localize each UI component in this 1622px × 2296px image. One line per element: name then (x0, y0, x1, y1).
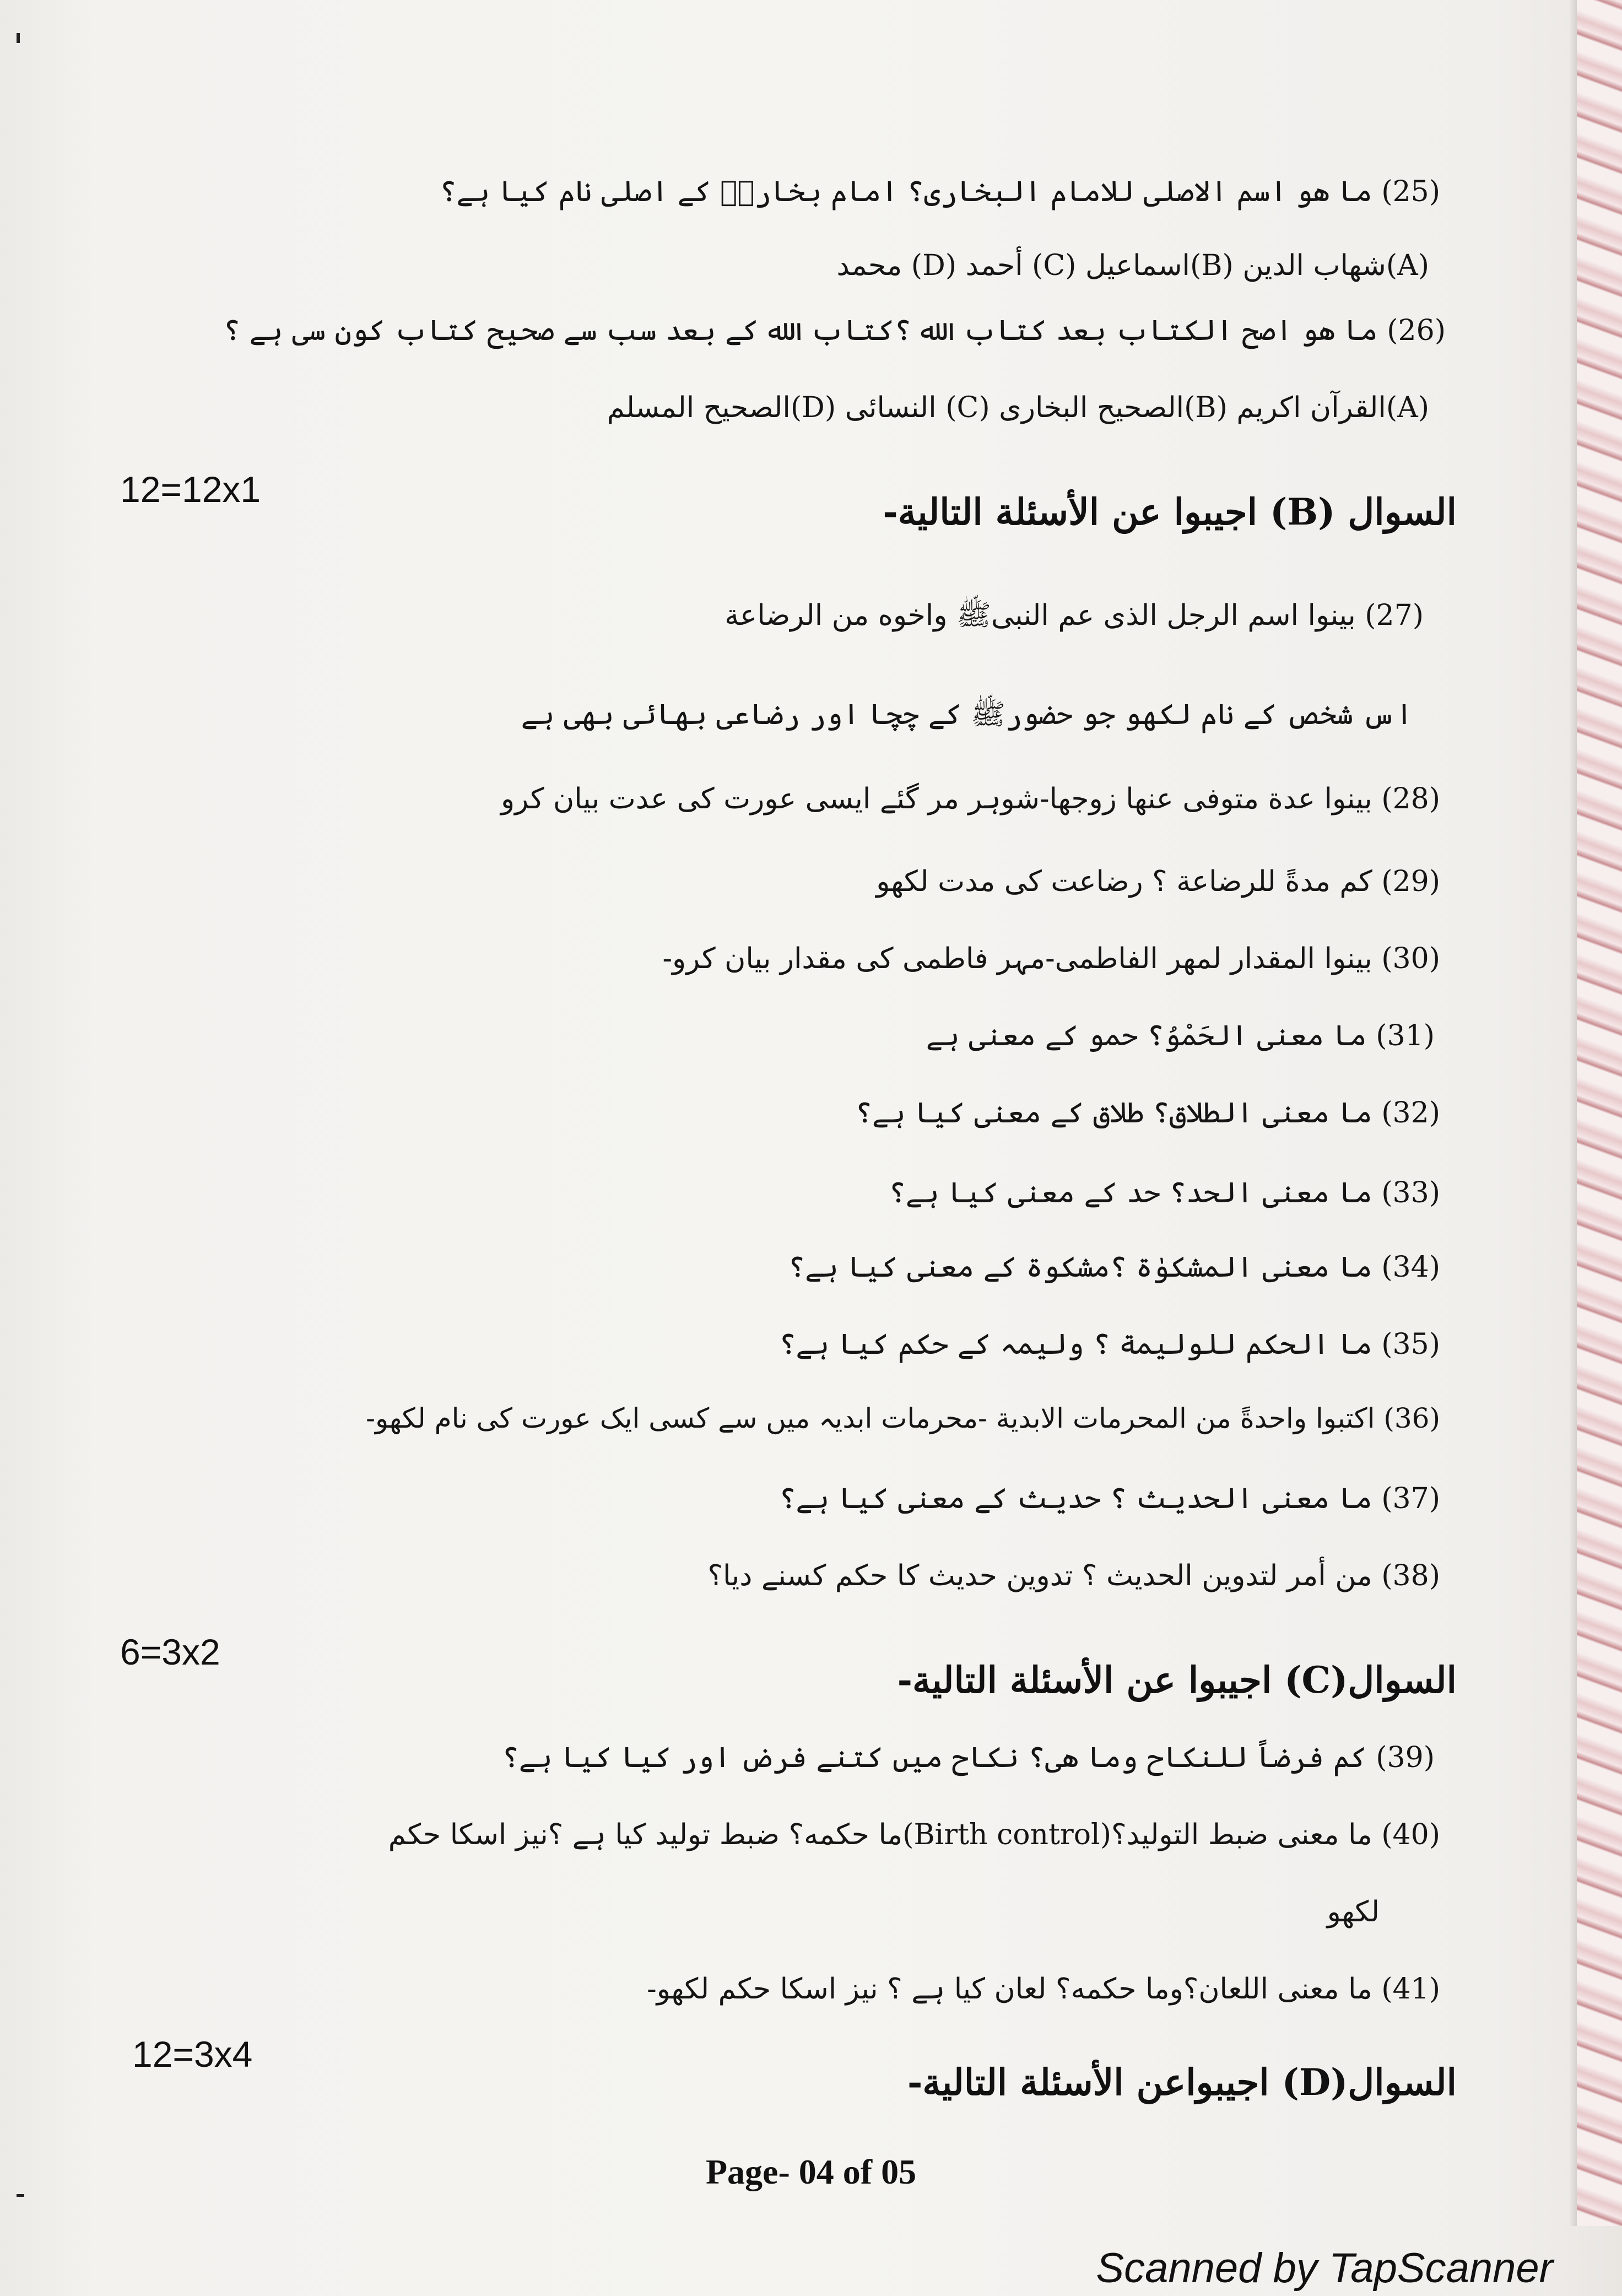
question-27-urdu: اس شخص کے نام لکھو جو حضورﷺ کے چچا اور رضاعی بھائی بھی ہے (521, 698, 1413, 731)
section-c-heading: السوال(C) اجيبوا عن الأسئلة التالية- (897, 1658, 1457, 1701)
question-25: (25) ما هو اسم الاصلى للامام البخارى؟ امام بخاریؒ کے اصلی نام کیا ہے؟ (439, 175, 1440, 208)
question-40-continued: لکھو (1327, 1895, 1380, 1928)
decorative-background-strip (1577, 0, 1622, 2226)
question-27: (27) بينوا اسم الرجل الذى عم النبیﷺ واخوه من الرضاعة (725, 599, 1424, 632)
question-35: (35) ما الحكم للوليمة ؟ ولیمہ کے حکم کیا ہے؟ (778, 1328, 1440, 1361)
question-37: (37) ما معنى الحديث ؟ حدیث کے معنی کیا ہے؟ (778, 1482, 1440, 1515)
question-36: (36) اكتبوا واحدةً من المحرمات الابدية -محرمات ابدیہ میں سے کسی ایک عورت کی نام لکھو- (366, 1402, 1440, 1434)
question-26: (26) ما هو اصح الكتاب بعد كتاب الله ؟كتاب الله کے بعد سب سے صحیح کتاب کون سی ہے ؟ (223, 314, 1446, 347)
section-d-heading: السوال(D) اجيبواعن الأسئلة التالية- (907, 2061, 1457, 2104)
question-39: (39) كم فرضاً للنكاح وما هى؟ نکاح میں کتنے فرض اور کیا کیا ہے؟ (502, 1741, 1435, 1774)
section-c-marks: 6=3x2 (120, 1631, 220, 1672)
question-38: (38) من أمر لتدوين الحديث ؟ تدوین حدیث کا حکم کسنے دیا؟ (707, 1559, 1440, 1592)
scanner-watermark: Scanned by TapScanner (1096, 2245, 1553, 2292)
question-41: (41) ما معنى اللعان؟وما حكمه؟ لعان کیا ہے ؟ نیز اسکا حکم لکھو- (647, 1973, 1440, 2006)
question-30: (30) بينوا المقدار لمهر الفاطمى-مہر فاطمی کی مقدار بیان کرو- (662, 942, 1440, 975)
scan-corner-mark (17, 2194, 24, 2197)
question-26-options: (A)القرآن اكريم (B)الصحيح البخارى (C) النسائى (D)الصحيح المسلم (607, 391, 1429, 424)
scan-corner-mark (17, 33, 20, 43)
question-33: (33) ما معنى الحد؟ حد کے معنی کیا ہے؟ (889, 1176, 1440, 1209)
section-d-marks: 12=3x4 (132, 2034, 253, 2074)
question-31: (31) ما معنى الحَمْوُ؟ حمو کے معنی ہے (926, 1019, 1435, 1052)
page-number: Page- 04 of 05 (705, 2152, 917, 2191)
question-34: (34) ما معنى المشكوٰة ؟مشکوۃ کے معنی کیا ہے؟ (788, 1251, 1440, 1284)
question-28: (28) بينوا عدة متوفى عنها زوجها-شوہر مر گئے ایسی عورت کی عدت بیان کرو (500, 782, 1440, 815)
question-25-options: (A)شهاب الدين (B)اسماعيل (C) أحمد (D) محمد (836, 249, 1429, 282)
question-29: (29) كم مدةً للرضاعة ؟ رضاعت کی مدت لکھو (876, 865, 1440, 898)
section-b-marks: 12=12x1 (120, 469, 261, 510)
question-40: (40) ما معنى ضبط التوليد؟(Birth control)ما حكمه؟ ضبط تولید کیا ہے ؟نیز اسکا حکم (388, 1818, 1440, 1851)
section-b-heading: السوال (B) اجيبوا عن الأسئلة التالية- (883, 490, 1457, 533)
question-32: (32) ما معنى الطلاق؟ طلاق کے معنی کیا ہے؟ (855, 1096, 1440, 1130)
